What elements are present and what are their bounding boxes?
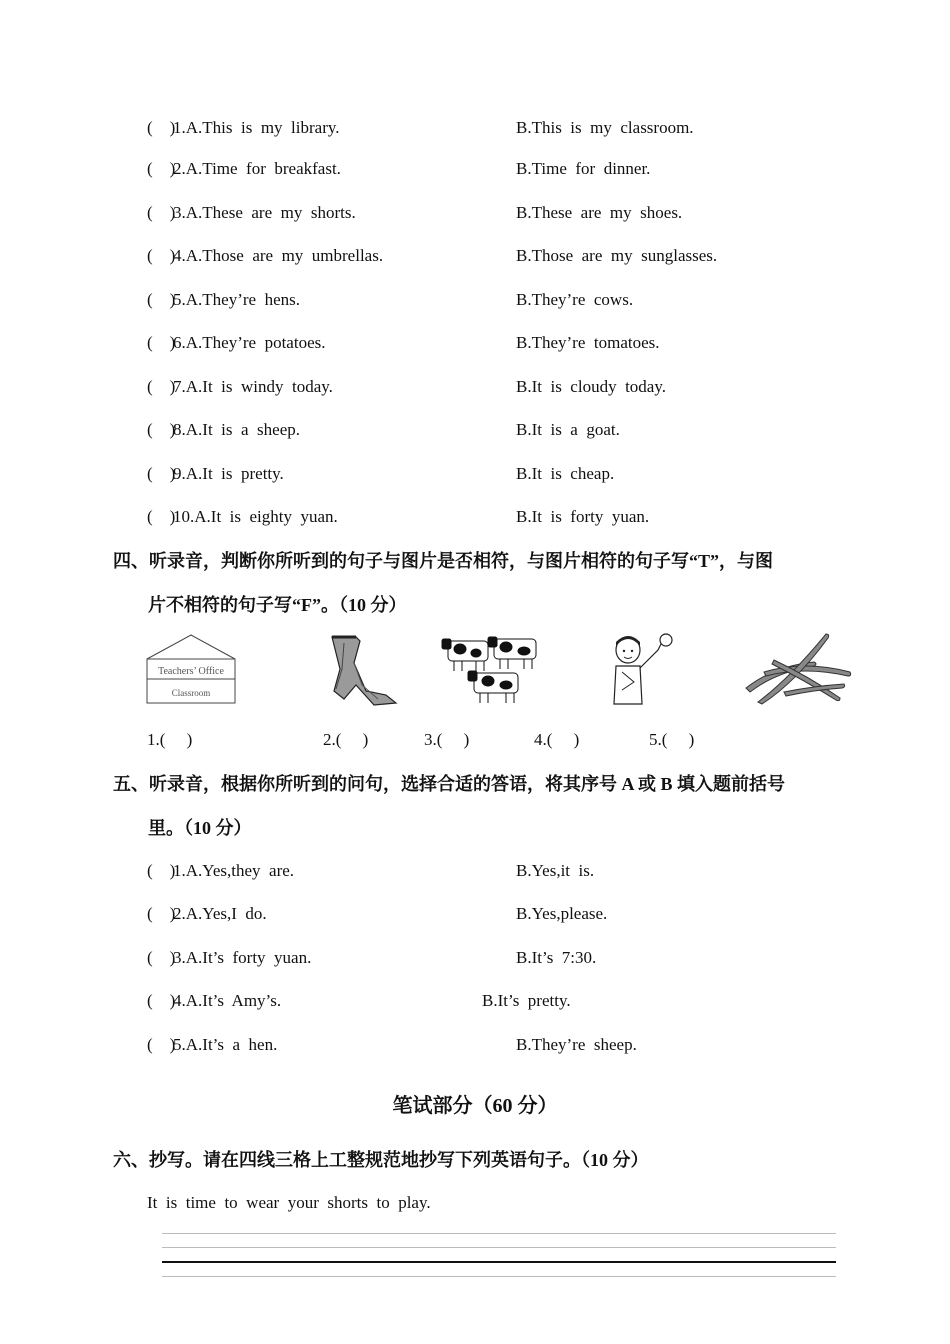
option-b: B.They’re tomatoes. bbox=[516, 333, 660, 352]
option-a: 1.A.This is my library. bbox=[173, 118, 340, 137]
option-a: 6.A.They’re potatoes. bbox=[173, 333, 326, 352]
answer-paren[interactable]: ( ) bbox=[147, 159, 176, 178]
answer-paren[interactable]: ( ) bbox=[147, 1035, 176, 1054]
option-b: B.This is my classroom. bbox=[516, 118, 694, 137]
section5-heading-cont: 里。（10 分） bbox=[148, 818, 252, 838]
picture-answer[interactable]: 1.( ) bbox=[147, 730, 193, 749]
office-sign-label: Teachers’ Office bbox=[158, 666, 224, 677]
picture-answer[interactable]: 3.( ) bbox=[424, 730, 470, 749]
answer-paren[interactable]: ( ) bbox=[147, 290, 176, 309]
answer-paren[interactable]: ( ) bbox=[147, 246, 176, 265]
option-b: B.Yes,it is. bbox=[516, 861, 595, 880]
answer-paren[interactable]: ( ) bbox=[147, 333, 176, 352]
option-b: B.It is a goat. bbox=[516, 420, 620, 439]
answer-paren[interactable]: ( ) bbox=[147, 991, 176, 1010]
option-a: 9.A.It is pretty. bbox=[173, 464, 284, 483]
option-b: B.It is cheap. bbox=[516, 464, 615, 483]
option-a: 5.A.They’re hens. bbox=[173, 290, 300, 309]
answer-paren[interactable]: ( ) bbox=[147, 861, 176, 880]
option-b: B.Yes,please. bbox=[516, 904, 608, 923]
picture-answer[interactable]: 5.( ) bbox=[649, 730, 695, 749]
picture-answer[interactable]: 4.( ) bbox=[534, 730, 580, 749]
written-part-title: 笔试部分（60 分） bbox=[392, 1095, 558, 1117]
option-a: 8.A.It is a sheep. bbox=[173, 420, 301, 439]
option-b: B.It’s pretty. bbox=[482, 991, 571, 1010]
answer-paren[interactable]: ( ) bbox=[147, 377, 176, 396]
writing-line bbox=[162, 1276, 836, 1277]
option-a: 10.A.It is eighty yuan. bbox=[173, 507, 338, 526]
writing-line bbox=[162, 1247, 836, 1248]
classroom-sign-label: Classroom bbox=[171, 688, 211, 698]
option-b: B.Those are my sunglasses. bbox=[516, 246, 718, 265]
answer-paren[interactable]: ( ) bbox=[147, 118, 176, 137]
picture-answer[interactable]: 2.( ) bbox=[323, 730, 369, 749]
option-b: B.Time for dinner. bbox=[516, 159, 651, 178]
writing-baseline bbox=[162, 1261, 836, 1263]
office-classroom-picture bbox=[145, 633, 237, 705]
answer-paren[interactable]: ( ) bbox=[147, 420, 176, 439]
option-a: 4.A.It’s Amy’s. bbox=[173, 991, 282, 1010]
answer-paren[interactable]: ( ) bbox=[147, 203, 176, 222]
option-b: B.It is forty yuan. bbox=[516, 507, 650, 526]
option-a: 4.A.Those are my umbrellas. bbox=[173, 246, 384, 265]
beans-picture bbox=[744, 632, 854, 706]
option-b: B.It is cloudy today. bbox=[516, 377, 666, 396]
copy-sentence: It is time to wear your shorts to play. bbox=[147, 1193, 431, 1212]
answer-paren[interactable]: ( ) bbox=[147, 904, 176, 923]
option-b: B.They’re cows. bbox=[516, 290, 634, 309]
option-a: 7.A.It is windy today. bbox=[173, 377, 333, 396]
section4-heading: 四、听录音，判断你所听到的句子与图片是否相符，与图片相符的句子写“T”，与图 bbox=[113, 551, 774, 571]
option-b: B.These are my shoes. bbox=[516, 203, 683, 222]
option-b: B.They’re sheep. bbox=[516, 1035, 637, 1054]
cows-picture bbox=[440, 633, 544, 705]
writing-line bbox=[162, 1233, 836, 1234]
boy-picture bbox=[608, 632, 680, 706]
answer-paren[interactable]: ( ) bbox=[147, 464, 176, 483]
option-a: 1.A.Yes,they are. bbox=[173, 861, 295, 880]
option-a: 3.A.It’s forty yuan. bbox=[173, 948, 312, 967]
answer-paren[interactable]: ( ) bbox=[147, 948, 176, 967]
section6-heading: 六、抄写。请在四线三格上工整规范地抄写下列英语句子。（10 分） bbox=[113, 1150, 649, 1170]
option-a: 3.A.These are my shorts. bbox=[173, 203, 356, 222]
trousers-picture bbox=[326, 633, 400, 707]
option-b: B.It’s 7:30. bbox=[516, 948, 597, 967]
option-a: 5.A.It’s a hen. bbox=[173, 1035, 278, 1054]
option-a: 2.A.Time for breakfast. bbox=[173, 159, 341, 178]
section4-heading-cont: 片不相符的句子写“F”。（10 分） bbox=[148, 595, 407, 615]
answer-paren[interactable]: ( ) bbox=[147, 507, 176, 526]
option-a: 2.A.Yes,I do. bbox=[173, 904, 267, 923]
section5-heading: 五、听录音，根据你所听到的问句，选择合适的答语，将其序号 A 或 B 填入题前括号 bbox=[113, 774, 786, 794]
